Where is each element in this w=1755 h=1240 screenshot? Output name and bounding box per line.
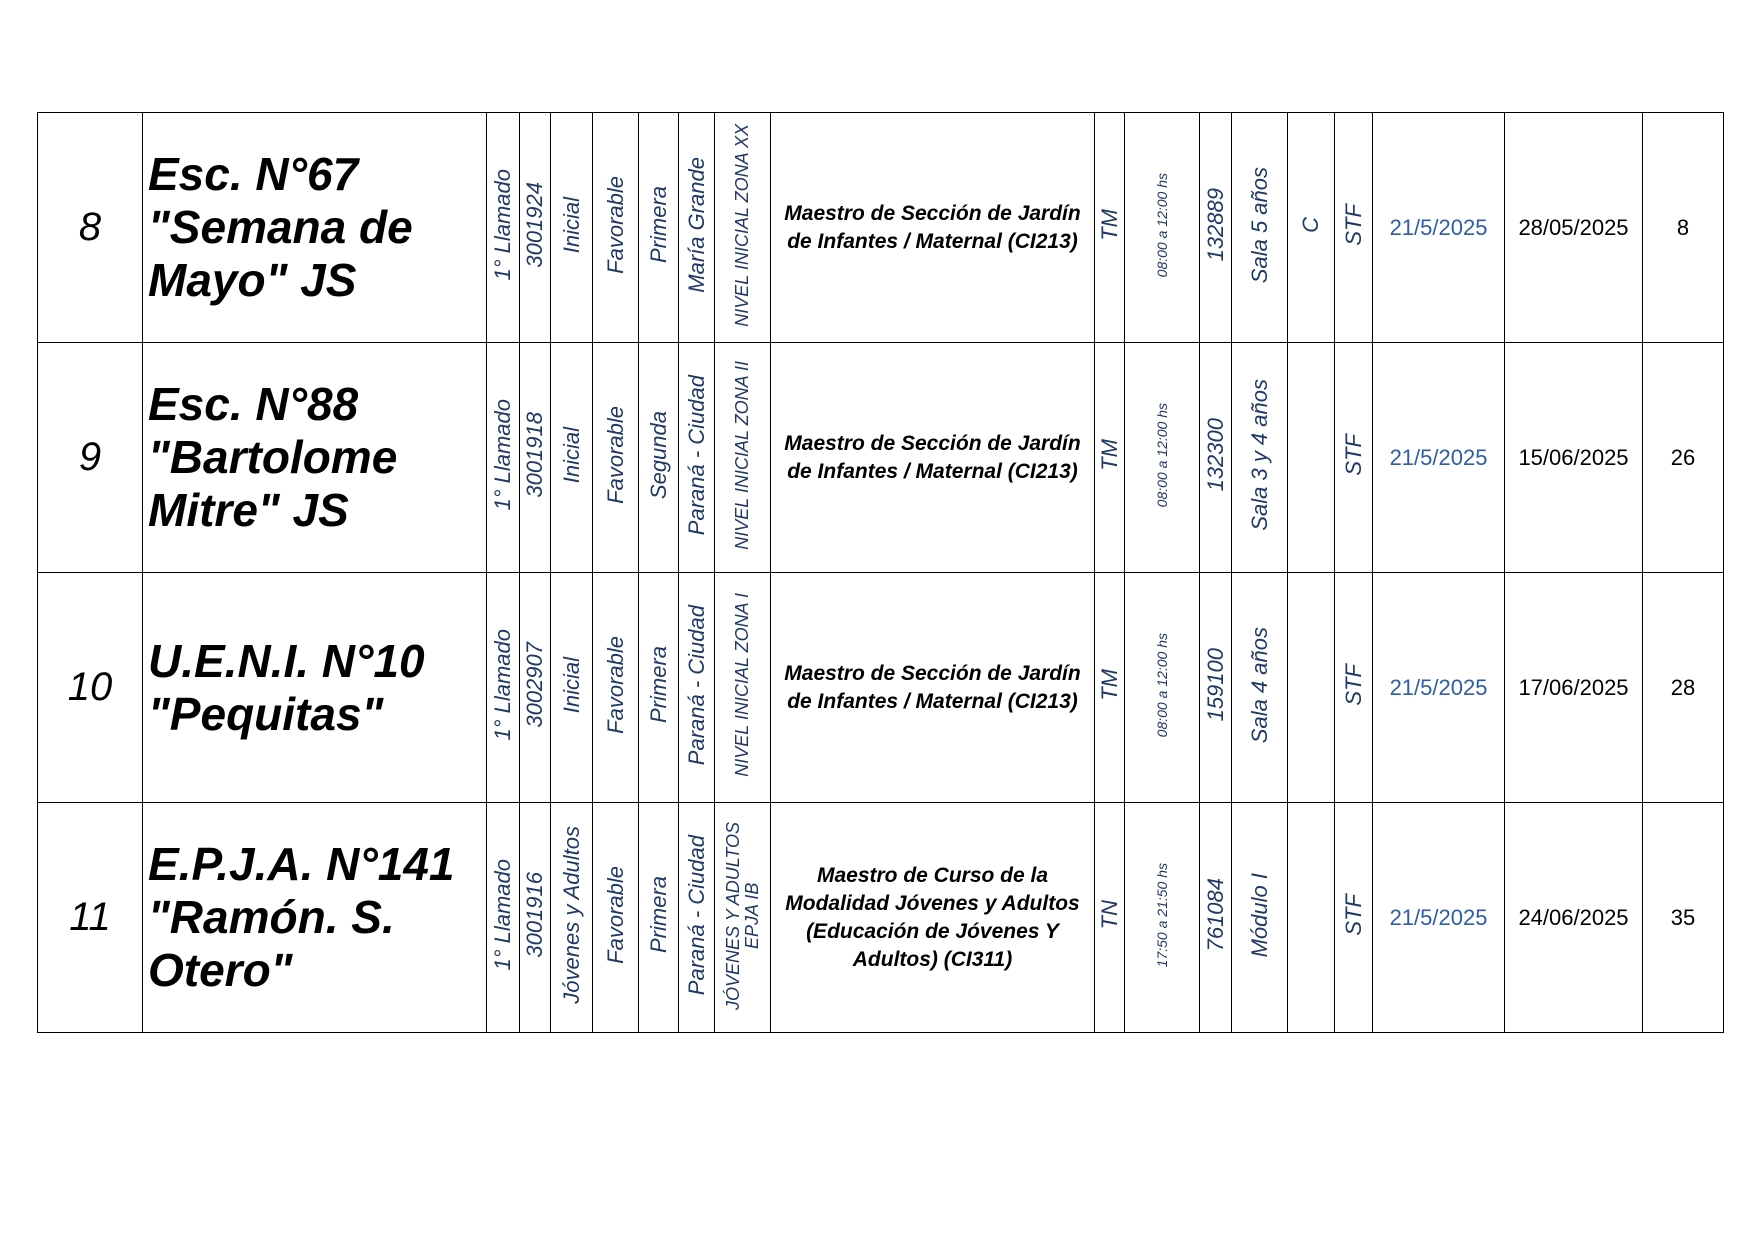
row-number: 11 [69,895,111,939]
zone: JÓVENES Y ADULTOS EPJA IB [722,820,762,1010]
category: Primera [645,646,671,724]
table-row [38,803,1724,1033]
c-flag-cell [1288,803,1335,1033]
category-cell [639,343,679,573]
shift-cell [1095,803,1125,1033]
call-label: 1° Llamado [490,169,515,281]
call-label: 1° Llamado [490,629,515,741]
schedule-cell [1125,803,1200,1033]
days-count-cell [1643,803,1724,1033]
category: Primera [645,186,671,264]
school-code-cell [520,343,551,573]
room-cell [1232,803,1288,1033]
table-row [38,573,1724,803]
position-id-cell [1200,803,1232,1033]
days-count-cell [1643,113,1724,343]
education-level: Jóvenes y Adultos [558,826,584,1004]
room-cell [1232,343,1288,573]
shift-cell [1095,113,1125,343]
row-number-cell [38,803,143,1033]
zone-cell [715,573,771,803]
schedule: 08:00 a 12:00 hs [1154,632,1170,738]
c-flag-cell [1288,113,1335,343]
position-id: 159100 [1202,648,1228,722]
shift: TM [1096,209,1122,241]
category-cell [639,113,679,343]
position-description: Maestro de Sección de Jardín de Infantes / Maternal (CI213) [784,201,1081,253]
category: Primera [645,876,671,954]
schedule: 08:00 a 12:00 hs [1154,402,1170,508]
zone-cell [715,343,771,573]
row-number: 9 [78,435,102,479]
days-count: 35 [1670,904,1696,930]
school-code-cell [520,803,551,1033]
zone: NIVEL INICIAL ZONA I [732,593,752,777]
position-description-cell [771,343,1095,573]
school-name: U.E.N.I. N°10 "Pequitas" [148,634,425,740]
position-id-cell [1200,343,1232,573]
stf-flag-cell [1335,573,1373,803]
position-id: 132300 [1202,418,1228,492]
condition-cell [593,573,639,803]
publish-date-cell [1373,343,1505,573]
end-date-cell [1505,573,1643,803]
room: Módulo I [1246,872,1272,958]
stf-flag: STF [1340,434,1366,476]
table-row [38,113,1724,343]
publish-date: 21/5/2025 [1389,904,1488,930]
call-label: 1° Llamado [490,399,515,511]
condition-cell [593,343,639,573]
c-flag: C [1298,217,1323,233]
end-date: 24/06/2025 [1518,904,1629,930]
condition: Favorable [602,866,628,964]
c-flag-cell [1288,343,1335,573]
publish-date: 21/5/2025 [1389,444,1488,470]
position-description-cell [771,113,1095,343]
row-number: 8 [78,205,102,249]
position-description: Maestro de Sección de Jardín de Infantes / Maternal (CI213) [784,431,1081,483]
location: Paraná - Ciudad [683,834,709,996]
end-date: 28/05/2025 [1518,214,1629,240]
zone: NIVEL INICIAL ZONA II [732,360,752,550]
c-flag-cell [1288,573,1335,803]
end-date-cell [1505,343,1643,573]
condition-cell [593,113,639,343]
row-number: 10 [67,665,113,709]
category-cell [639,573,679,803]
publish-date: 21/5/2025 [1389,214,1488,240]
shift: TM [1096,439,1122,471]
school-name: Esc. N°67 "Semana de Mayo" JS [148,148,413,306]
end-date-cell [1505,803,1643,1033]
call-label: 1° Llamado [490,859,515,971]
zone-cell [715,803,771,1033]
location-cell [679,343,715,573]
condition: Favorable [602,176,628,274]
position-id-cell [1200,113,1232,343]
position-description: Maestro de Curso de la Modalidad Jóvenes y Adultos (Educación de Jóvenes Y Adultos) (CI311) [785,863,1080,971]
days-count: 28 [1670,674,1696,700]
days-count-cell [1643,343,1724,573]
stf-flag: STF [1340,204,1366,246]
school-code-cell [520,113,551,343]
days-count-cell [1643,573,1724,803]
position-id: 761084 [1202,878,1228,952]
category-cell [639,803,679,1033]
room-cell [1232,113,1288,343]
call-label-cell [487,343,520,573]
row-number-cell [38,343,143,573]
school-name: E.P.J.A. N°141 "Ramón. S. Otero" [148,838,455,996]
schedule: 08:00 a 12:00 hs [1154,172,1170,278]
publish-date-cell [1373,573,1505,803]
room-cell [1232,573,1288,803]
school-code: 3001924 [522,182,547,268]
location-cell [679,573,715,803]
schedule-cell [1125,343,1200,573]
school-name-cell [143,803,487,1033]
shift: TM [1096,669,1122,701]
schedule-cell [1125,573,1200,803]
stf-flag: STF [1340,894,1366,936]
stf-flag: STF [1340,664,1366,706]
room: Sala 3 y 4 años [1246,379,1272,531]
education-level-cell [551,803,593,1033]
position-id-cell [1200,573,1232,803]
condition: Favorable [602,406,628,504]
school-name-cell [143,343,487,573]
position-description-cell [771,803,1095,1033]
school-name: Esc. N°88 "Bartolome Mitre" JS [148,378,398,536]
table-body [38,113,1724,1033]
school-code: 3001918 [522,412,547,498]
days-count: 8 [1676,214,1690,240]
schedule: 17:50 a 21:50 hs [1154,862,1170,968]
school-code-cell [520,573,551,803]
call-label-cell [487,803,520,1033]
shift-cell [1095,343,1125,573]
end-date: 15/06/2025 [1518,444,1629,470]
publish-date-cell [1373,113,1505,343]
room: Sala 5 años [1246,166,1272,284]
location: Paraná - Ciudad [683,604,709,766]
room: Sala 4 años [1246,626,1272,744]
shift: TN [1096,900,1122,930]
publish-date: 21/5/2025 [1389,674,1488,700]
shift-cell [1095,573,1125,803]
schedule-cell [1125,113,1200,343]
zone-cell [715,113,771,343]
call-label-cell [487,113,520,343]
row-number-cell [38,113,143,343]
education-level: Inicial [558,656,584,714]
category: Segunda [645,410,671,500]
education-level: Inicial [558,196,584,254]
location-cell [679,803,715,1033]
school-code: 3001916 [522,872,547,958]
education-level-cell [551,573,593,803]
condition: Favorable [602,636,628,734]
position-id: 132889 [1202,188,1228,262]
days-count: 26 [1670,444,1696,470]
end-date: 17/06/2025 [1518,674,1629,700]
stf-flag-cell [1335,803,1373,1033]
vacancy-table [37,112,1724,1033]
end-date-cell [1505,113,1643,343]
school-code: 3002907 [522,642,547,728]
school-name-cell [143,113,487,343]
education-level-cell [551,113,593,343]
table-row [38,343,1724,573]
stf-flag-cell [1335,113,1373,343]
position-description: Maestro de Sección de Jardín de Infantes / Maternal (CI213) [784,661,1081,713]
publish-date-cell [1373,803,1505,1033]
location-cell [679,113,715,343]
education-level-cell [551,343,593,573]
location: Paraná - Ciudad [683,374,709,536]
stf-flag-cell [1335,343,1373,573]
position-description-cell [771,573,1095,803]
location: María Grande [683,157,709,293]
education-level: Inicial [558,426,584,484]
zone: NIVEL INICIAL ZONA XX [732,123,752,327]
condition-cell [593,803,639,1033]
row-number-cell [38,573,143,803]
school-name-cell [143,573,487,803]
call-label-cell [487,573,520,803]
